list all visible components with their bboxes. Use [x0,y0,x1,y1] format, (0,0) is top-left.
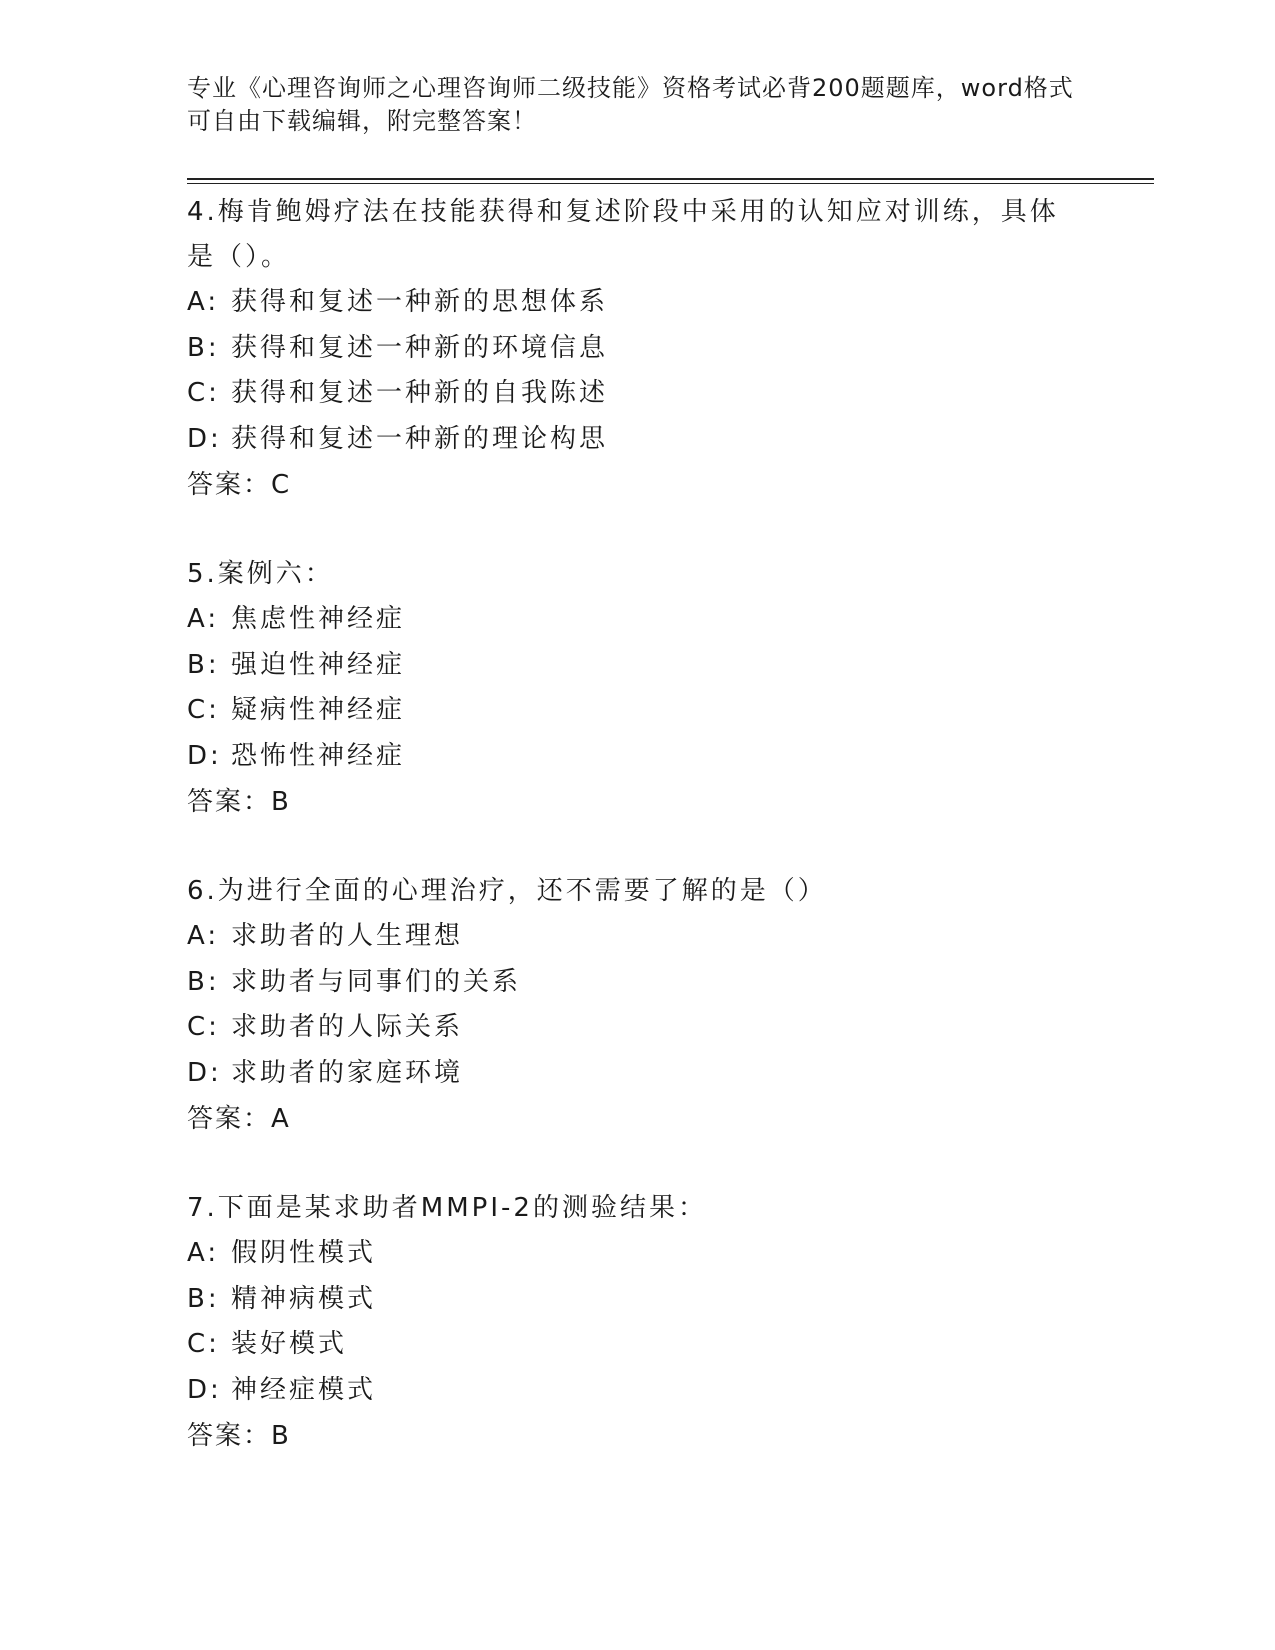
option-c [187,371,1087,417]
option-key: A: [187,287,220,317]
option-key: A: [187,1238,220,1268]
option-text: 获得和复述一种新的环境信息 [231,332,609,363]
option-b [187,326,1087,372]
answer-line: 答案：A [187,1104,291,1134]
option-key: D: [187,423,222,454]
option-b [187,643,1087,689]
header-line-1: 专业《心理咨询师之心理咨询师二级技能》资格考试必背200题题库，word格式 [187,74,1074,102]
option-a [187,280,1087,326]
option-key: D: [187,1057,222,1088]
question-4 [187,190,1087,508]
option-key: C: [187,378,220,408]
option-text: 求助者的家庭环境 [231,1057,464,1088]
option-b [187,1277,1087,1323]
header-line-2: 可自由下载编辑，附完整答案！ [187,107,537,135]
option-key: C: [187,695,220,725]
question-text: 4.梅肯鲍姆疗法在技能获得和复述阶段中采用的认知应对训练，具体是（）。 [187,197,1059,272]
option-key: C: [187,1329,220,1359]
option-a [187,1231,1087,1277]
option-text: 求助者的人际关系 [231,1012,464,1042]
option-text: 精神病模式 [231,1283,377,1314]
option-key: C: [187,1012,220,1042]
option-c [187,1005,1087,1051]
option-text: 求助者与同事们的关系 [231,966,522,997]
option-key: A: [187,921,220,951]
option-key: B: [187,966,220,997]
header-divider-thick [187,178,1154,180]
option-text: 获得和复述一种新的理论构思 [231,423,609,454]
question-7 [187,1186,1087,1459]
question-6 [187,869,1087,1142]
option-text: 神经症模式 [231,1374,377,1405]
option-c [187,1322,1087,1368]
option-text: 求助者的人生理想 [231,921,464,951]
option-text: 强迫性神经症 [231,649,406,680]
document-header [187,72,1087,138]
question-text: 6.为进行全面的心理治疗，还不需要了解的是（） [187,876,827,906]
option-text: 获得和复述一种新的思想体系 [231,287,609,317]
option-text: 疑病性神经症 [231,695,406,725]
option-d [187,734,1087,780]
option-key: B: [187,649,220,680]
option-key: D: [187,740,222,771]
option-d [187,1051,1087,1097]
answer-line: 答案：B [187,787,291,817]
option-a [187,914,1087,960]
question-text: 5.案例六： [187,559,334,589]
option-b [187,960,1087,1006]
header-divider-thin [187,183,1154,184]
option-a [187,597,1087,643]
question-text: 7.下面是某求助者MMPI-2的测验结果： [187,1193,707,1223]
option-text: 焦虑性神经症 [231,604,406,634]
option-text: 装好模式 [231,1329,348,1359]
option-c [187,688,1087,734]
option-text: 获得和复述一种新的自我陈述 [231,378,609,408]
option-text: 恐怖性神经症 [231,740,406,771]
option-text: 假阴性模式 [231,1238,377,1268]
option-d [187,1368,1087,1414]
option-key: B: [187,332,220,363]
option-key: B: [187,1283,220,1314]
option-key: D: [187,1374,222,1405]
option-d [187,417,1087,463]
answer-line: 答案：C [187,470,292,500]
question-5 [187,552,1087,825]
question-list [187,190,1087,1503]
option-key: A: [187,604,220,634]
answer-line: 答案：B [187,1421,291,1451]
